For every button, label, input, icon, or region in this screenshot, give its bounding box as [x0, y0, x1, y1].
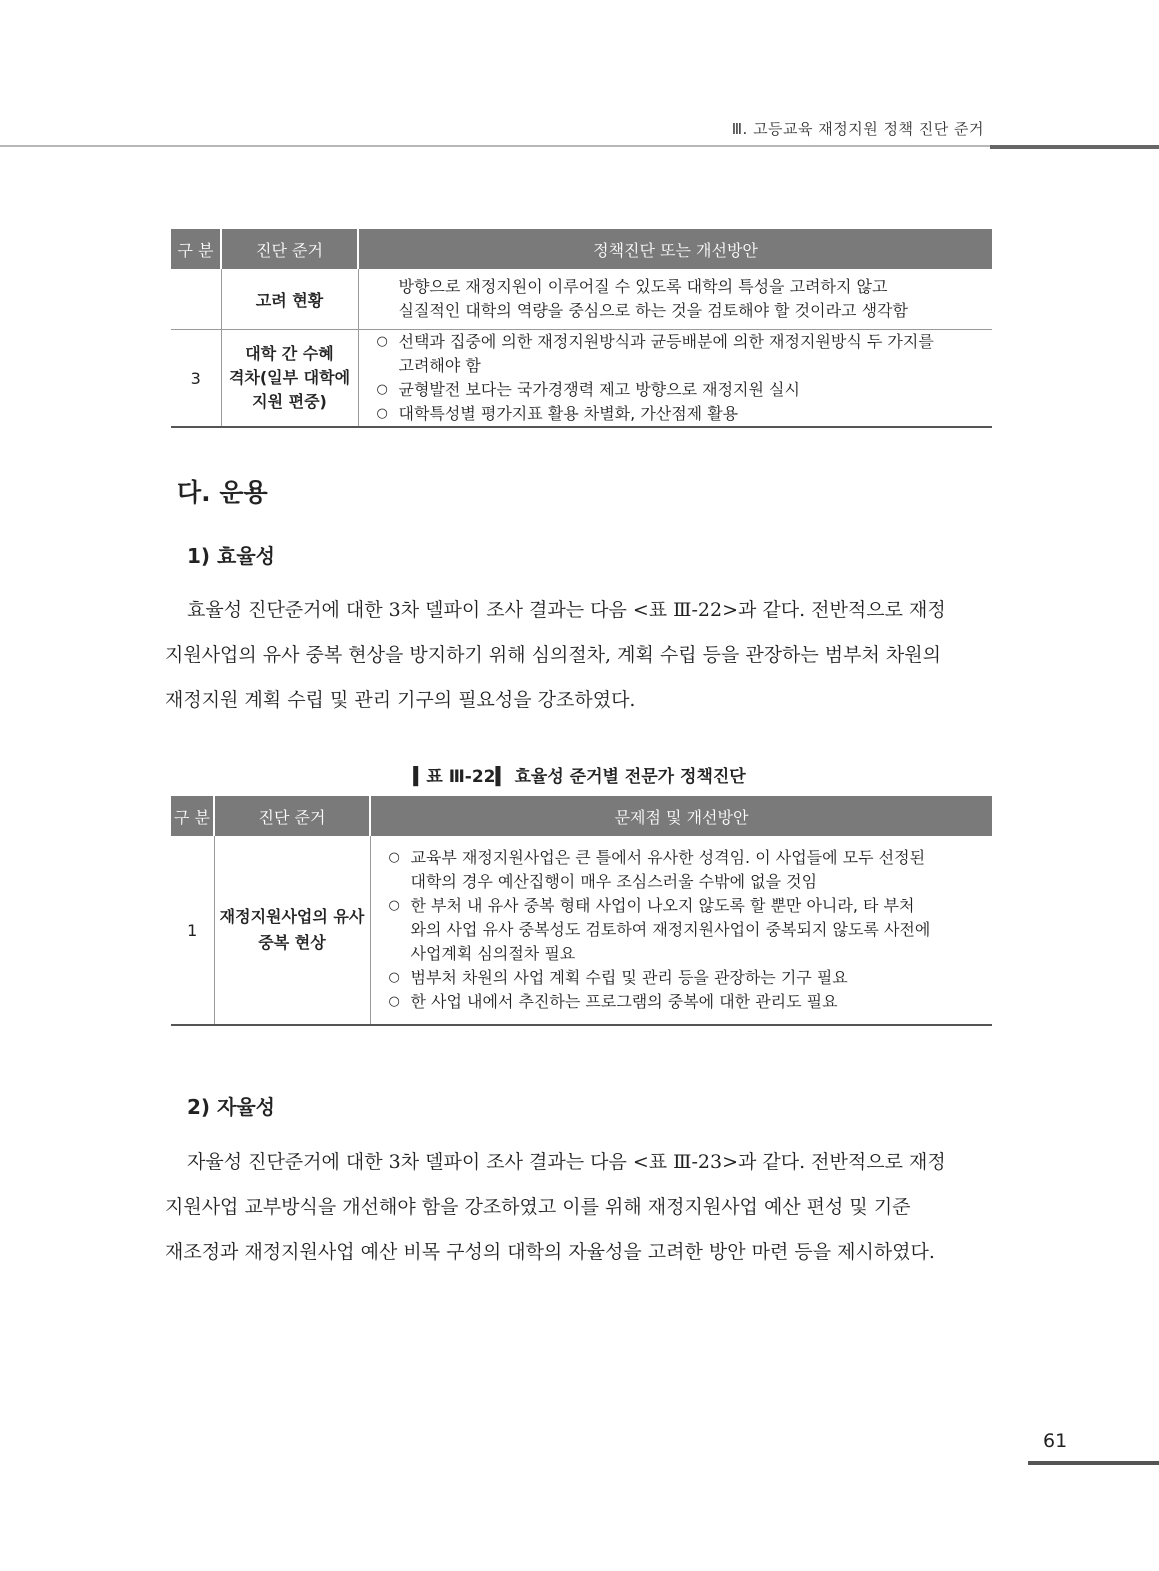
table-header-row: [171, 229, 992, 269]
autonomy-paragraph: [165, 1140, 991, 1275]
bullet-text: 한 사업 내에서 추진하는 프로그램의 중복에 대한 관리도 필요: [410, 992, 838, 1011]
policy-table-continued: [171, 229, 992, 428]
bullet-item: [377, 378, 993, 402]
table-row: [171, 836, 992, 1025]
paragraph-line: 재정지원 계획 수립 및 관리 기구의 필요성을 강조하였다.: [165, 689, 636, 711]
bullet-item: [389, 966, 993, 990]
row-number: 1: [187, 920, 198, 940]
column-header-criterion: 진단 준거: [221, 229, 358, 269]
paragraph-line: 재조정과 재정지원사업 예산 비목 구성의 대학의 자율성을 고려한 방안 마련 등을 제시하였다.: [165, 1241, 935, 1263]
footer-rule: [1028, 1461, 1159, 1465]
paragraph-line: 효율성 진단준거에 대한 3차 델파이 조사 결과는 다음 <표 Ⅲ-22>과 같다. 전반적으로 재정: [187, 599, 946, 621]
bullet-item: [389, 894, 993, 966]
subsection-heading-efficiency: 1) 효율성: [187, 544, 275, 568]
diagnosis-cell: [358, 269, 992, 330]
bullet-text: 한 부처 내 유사 중복 형태 사업이 나오지 않도록 할 뿐만 아니라, 타 부처: [410, 896, 915, 915]
bullet-continuation: 대학의 경우 예산집행이 매우 조심스러울 수밖에 없을 것임: [410, 872, 818, 891]
column-header-diagnosis: 정책진단 또는 개선방안: [358, 229, 992, 269]
criterion-cell: [221, 330, 358, 428]
running-header: Ⅲ. 고등교육 재정지원 정책 진단 준거: [731, 120, 984, 138]
efficiency-table: [171, 796, 992, 1026]
diagnosis-cell: [358, 330, 992, 428]
bullet-item: [389, 846, 993, 894]
efficiency-paragraph: [165, 588, 991, 723]
paragraph-line: 자율성 진단준거에 대한 3차 델파이 조사 결과는 다음 <표 Ⅲ-23>과 같다. 전반적으로 재정: [187, 1151, 946, 1173]
diagnosis-line: 실질적인 대학의 역량을 중심으로 하는 것을 검토해야 할 것이라고 생각함: [398, 301, 908, 320]
criterion-line: 중복 현상: [258, 933, 326, 952]
bullet-continuation: 고려해야 함: [398, 356, 481, 375]
table-header-row: [171, 796, 992, 836]
bullet-text: 범부처 차원의 사업 계획 수립 및 관리 등을 관장하는 기구 필요: [410, 968, 848, 987]
criterion-line: 지원 편중): [252, 392, 327, 411]
bullet-item: [377, 402, 993, 426]
diagnosis-line: 방향으로 재정지원이 이루어질 수 있도록 대학의 특성을 고려하지 않고: [398, 277, 888, 296]
table-row: [171, 269, 992, 330]
row-number: [171, 269, 221, 330]
bullet-continuation: 사업계획 심의절차 필요: [410, 944, 576, 963]
section-heading: 다. 운용: [177, 478, 268, 507]
bullet-text: 선택과 집중에 의한 재정지원방식과 균등배분에 의한 재정지원방식 두 가지를: [398, 332, 934, 351]
criterion-line: 격차(일부 대학에: [228, 368, 351, 387]
column-header-criterion: 진단 준거: [214, 796, 370, 836]
bullet-continuation: 와의 사업 유사 중복성도 검토하여 재정지원사업이 중복되지 않도록 사전에: [410, 920, 931, 939]
bullet-text: 교육부 재정지원사업은 큰 틀에서 유사한 성격임. 이 사업들에 모두 선정된: [410, 848, 926, 867]
subsection-heading-autonomy: 2) 자율성: [187, 1095, 275, 1119]
bullet-item: [377, 330, 993, 378]
column-header-category: 구 분: [171, 796, 214, 836]
criterion-cell: [214, 836, 370, 1025]
column-header-issues: 문제점 및 개선방안: [370, 796, 992, 836]
bullet-text: 균형발전 보다는 국가경쟁력 제고 방향으로 재정지원 실시: [398, 380, 800, 399]
table-caption: ▍표 Ⅲ-22▍ 효율성 준거별 전문가 정책진단: [413, 767, 746, 787]
paragraph-line: 지원사업의 유사 중복 현상을 방지하기 위해 심의절차, 계획 수립 등을 관장하는 범부처 차원의: [165, 644, 941, 666]
page-number: 61: [1043, 1430, 1068, 1452]
table-row: [171, 330, 992, 428]
criterion-line: 재정지원사업의 유사: [219, 907, 365, 926]
paragraph-line: 지원사업 교부방식을 개선해야 함을 강조하였고 이를 위해 재정지원사업 예산 편성 및 기준: [165, 1196, 911, 1218]
issues-cell: [370, 836, 992, 1025]
row-number: 3: [190, 368, 201, 388]
header-rule: [0, 145, 990, 147]
bullet-item: [389, 990, 993, 1014]
column-header-category: 구 분: [171, 229, 221, 269]
bullet-text: 대학특성별 평가지표 활용 차별화, 가산점제 활용: [398, 404, 739, 423]
criterion-cell: 고려 현황: [221, 269, 358, 330]
criterion-line: 대학 간 수혜: [245, 344, 334, 363]
header-rule-accent: [990, 145, 1159, 149]
